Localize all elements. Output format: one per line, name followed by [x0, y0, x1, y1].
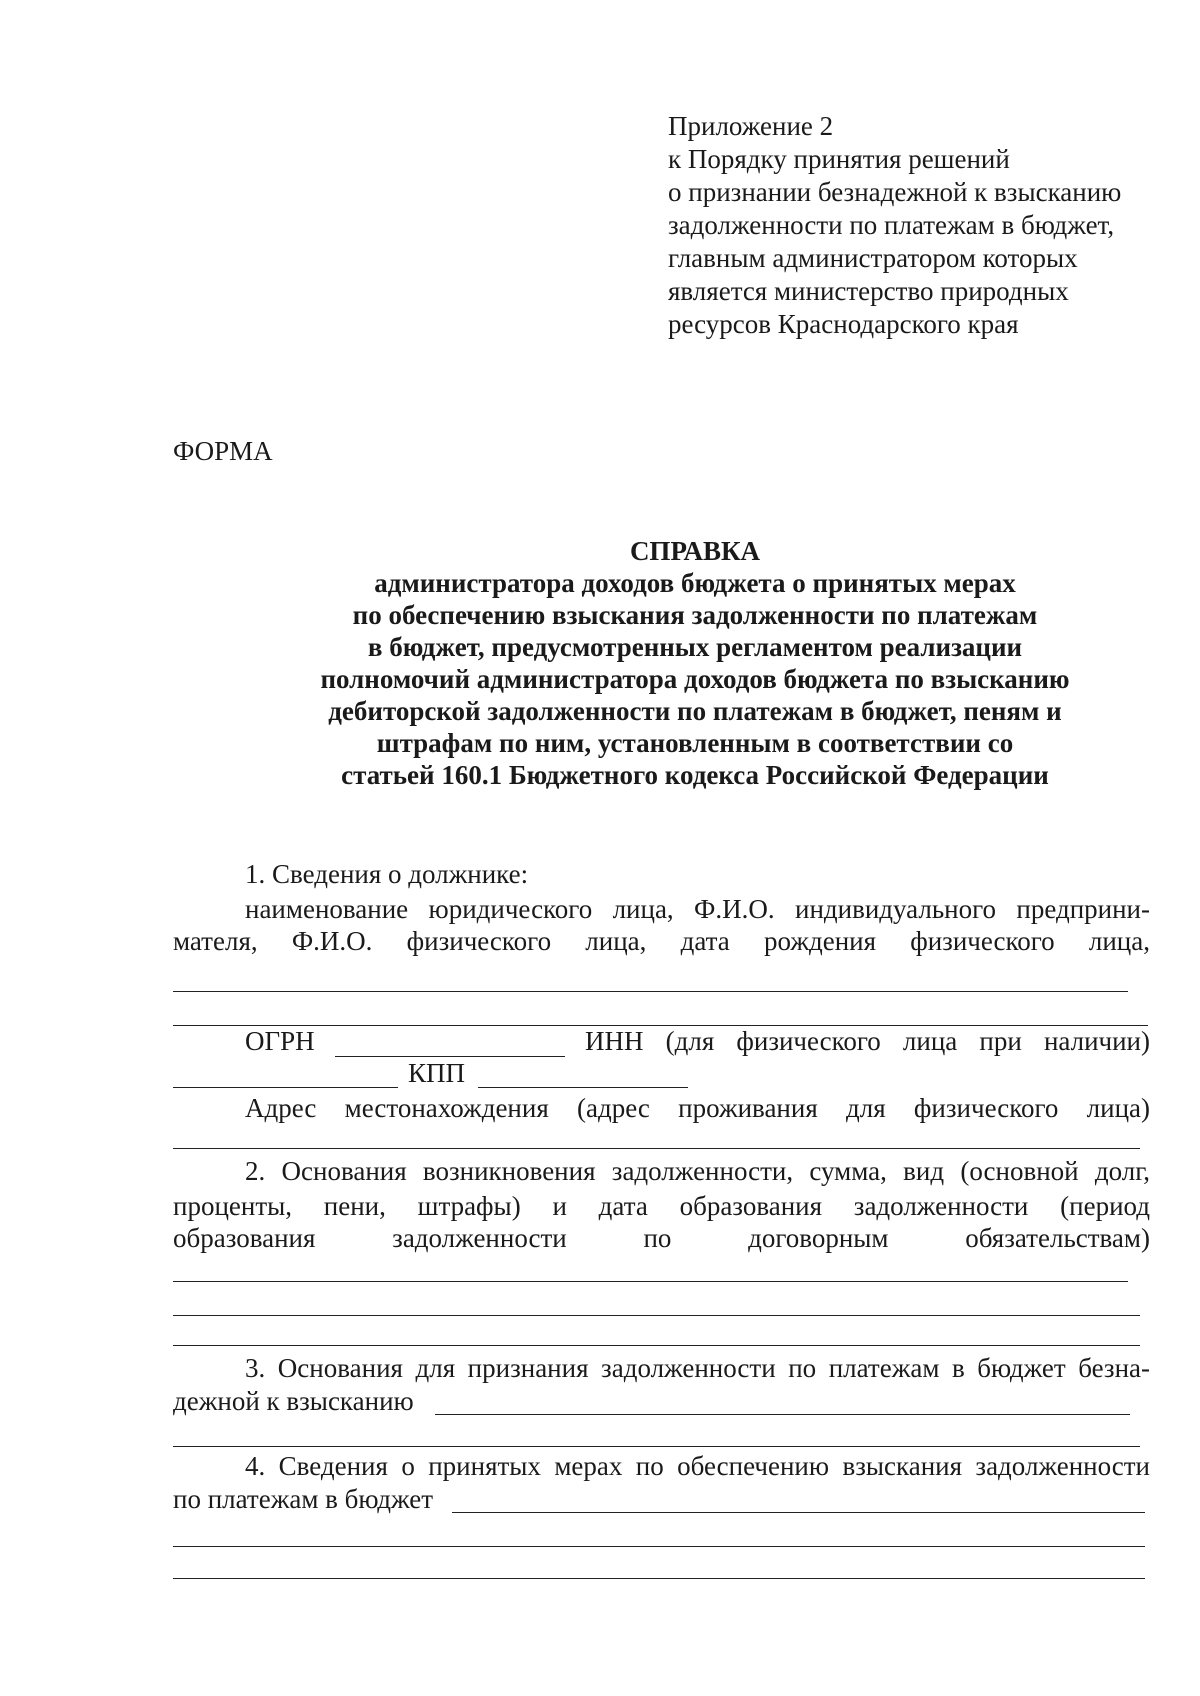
fill-line[interactable]	[173, 1345, 1140, 1346]
section1-line1: наименование юридического лица, Ф.И.О. индивидуального предприни-	[245, 894, 1150, 924]
section3-line2: дежной к взысканию	[173, 1386, 414, 1416]
section4-line1: 4. Сведения о принятых мерах по обеспечению взыскания задолженности	[245, 1451, 1150, 1481]
address-label: Адрес местонахождения (адрес проживания для физического лица)	[245, 1093, 1150, 1123]
section1-heading: 1. Сведения о должнике:	[245, 859, 529, 889]
inn-label: ИНН (для физического лица при наличии)	[585, 1026, 1150, 1056]
inn-field[interactable]	[173, 1087, 398, 1088]
title-line: штрафам по ним, установленным в соответствии со	[376, 728, 1014, 758]
section4-line2: по платежам в бюджет	[173, 1484, 434, 1514]
kpp-label: КПП	[408, 1058, 466, 1088]
appendix-block	[668, 110, 1121, 341]
fill-line[interactable]	[173, 1281, 1128, 1282]
appendix-line: задолженности по платежам в бюджет,	[668, 210, 1115, 240]
appendix-line: ресурсов Краснодарского края	[668, 309, 1019, 339]
section3-field[interactable]	[435, 1414, 1130, 1415]
fill-line[interactable]	[173, 1446, 1140, 1447]
title-line: дебиторской задолженности по платежам в бюджет, пеням и	[328, 696, 1062, 726]
document-title	[170, 535, 1200, 791]
appendix-line: к Порядку принятия решений	[668, 144, 1010, 174]
title-heading: СПРАВКА	[629, 536, 761, 566]
title-line: полномочий администратора доходов бюджета по взысканию	[320, 664, 1070, 694]
section2-line1: 2. Основания возникновения задолженности, сумма, вид (основной долг,	[245, 1156, 1150, 1186]
appendix-line: о признании безнадежной к взысканию	[668, 177, 1122, 207]
kpp-field[interactable]	[478, 1087, 688, 1088]
appendix-line: Приложение 2	[668, 111, 834, 141]
title-line: в бюджет, предусмотренных регламентом реализации	[367, 632, 1023, 662]
appendix-line: является министерство природных	[668, 276, 1069, 306]
fill-line[interactable]	[173, 1578, 1145, 1579]
appendix-line: главным администратором которых	[668, 243, 1078, 273]
fill-line[interactable]	[173, 991, 1128, 992]
section1-line2: мателя, Ф.И.О. физического лица, дата рождения физического лица,	[173, 926, 1150, 956]
ogrn-label: ОГРН	[245, 1026, 315, 1056]
address-field[interactable]	[173, 1148, 1140, 1149]
title-line: статьей 160.1 Бюджетного кодекса Российской Федерации	[341, 760, 1049, 790]
section3-line1: 3. Основания для признания задолженности по платежам в бюджет безна-	[245, 1353, 1150, 1383]
section2-line2: проценты, пени, штрафы) и дата образования задолженности (период	[173, 1191, 1150, 1221]
section4-field[interactable]	[452, 1512, 1145, 1513]
fill-line[interactable]	[173, 1546, 1145, 1547]
title-line: по обеспечению взыскания задолженности по платежам	[352, 600, 1038, 630]
form-label: ФОРМА	[173, 436, 273, 466]
title-line: администратора доходов бюджета о принятых мерах	[374, 568, 1016, 598]
section2-line3: образования задолженности по договорным обязательствам)	[173, 1223, 1150, 1253]
fill-line[interactable]	[173, 1315, 1140, 1316]
